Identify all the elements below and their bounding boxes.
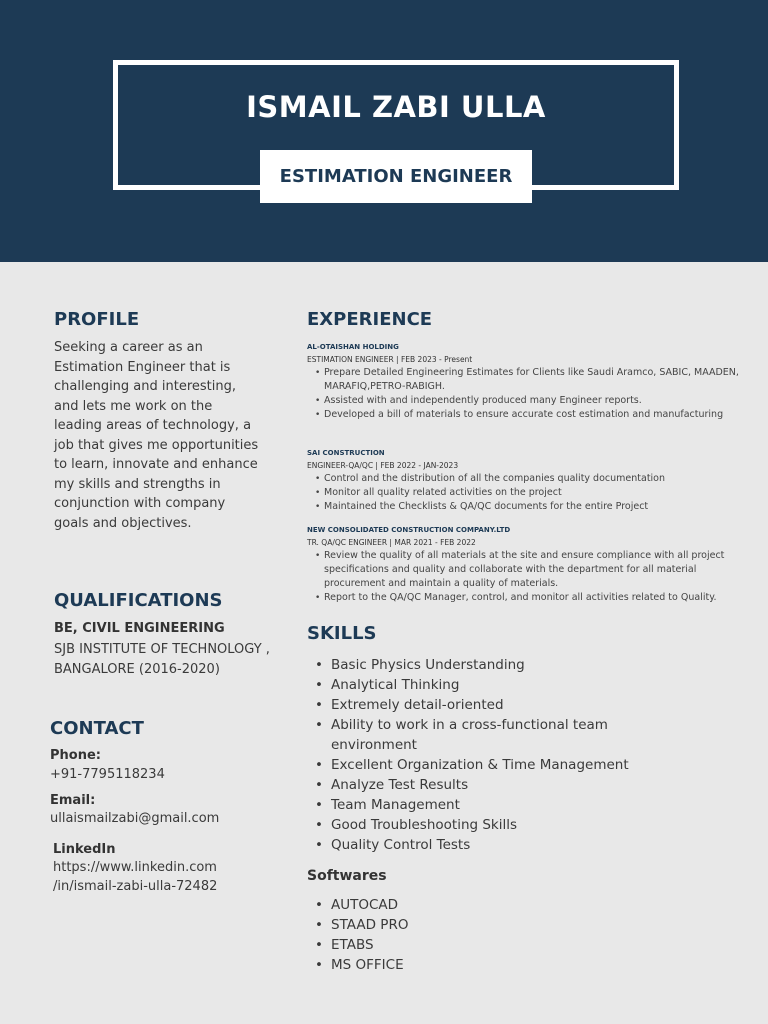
skill-item: • Analyze Test Results <box>313 775 733 795</box>
email-label: Email: <box>50 793 96 808</box>
qualification-degree: BE, CIVIL ENGINEERING <box>54 621 225 636</box>
skills-heading: SKILLS <box>307 623 377 644</box>
phone-value: +91-7795118234 <box>50 767 165 782</box>
software-item: • ETABS <box>313 935 408 955</box>
job-role-badge: ESTIMATION ENGINEER <box>260 150 532 203</box>
software-item: • STAAD PRO <box>313 915 408 935</box>
duty-list <box>315 472 747 514</box>
skill-item: • Analytical Thinking <box>313 675 733 695</box>
job-title: TR. QA/QC ENGINEER | MAR 2021 - FEB 2022 <box>307 538 476 547</box>
duty-list <box>315 366 747 422</box>
company-name: NEW CONSOLIDATED CONSTRUCTION COMPANY.LTD <box>307 526 511 534</box>
software-item: • MS OFFICE <box>313 955 408 975</box>
duty-item: • Maintained the Checklists & QA/QC documents for the entire Project <box>315 500 747 514</box>
job-title: ENGINEER-QA/QC | FEB 2022 - JAN-2023 <box>307 461 459 470</box>
softwares-list <box>313 895 408 975</box>
skill-item: • Basic Physics Understanding <box>313 655 733 675</box>
duty-item: • Report to the QA/QC Manager, control, and monitor all activities related to Quality. <box>315 591 747 605</box>
skill-item: • Team Management <box>313 795 733 815</box>
linkedin-label: LinkedIn <box>53 842 116 857</box>
duty-item: • Control and the distribution of all the companies quality documentation <box>315 472 747 486</box>
duty-item: • Review the quality of all materials at the site and ensure compliance with all project specifications and quality and collaborate with the department for all material procurement and maintain a quality of materials. <box>315 549 747 591</box>
experience-entry <box>307 525 747 605</box>
skill-item: • Quality Control Tests <box>313 835 733 855</box>
skill-item: • Good Troubleshooting Skills <box>313 815 733 835</box>
phone-label: Phone: <box>50 748 101 763</box>
experience-entry <box>307 342 747 422</box>
duty-item: • Monitor all quality related activities on the project <box>315 486 747 500</box>
job-title: ESTIMATION ENGINEER | FEB 2023 - Present <box>307 355 473 364</box>
linkedin-url-line-1[interactable]: https://www.linkedin.com <box>53 860 217 875</box>
duty-list <box>315 549 747 605</box>
skill-item: • Extremely detail-oriented <box>313 695 733 715</box>
email-value[interactable]: ullaismailzabi@gmail.com <box>50 811 220 826</box>
skill-item: • Excellent Organization & Time Management <box>313 755 733 775</box>
skills-list <box>313 655 733 855</box>
duty-item: • Prepare Detailed Engineering Estimates for Clients like Saudi Aramco, SABIC, MAADEN, MARAFIQ,PETRO-RABIGH. <box>315 366 747 394</box>
profile-text: Seeking a career as an Estimation Engineer that is challenging and interesting, and lets me work on the leading areas of technology, a job that gives me opportunities to learn, innovate and enhance my skills and strengths in conjunction with company goals and objectives. <box>54 340 259 531</box>
skill-item: • Ability to work in a cross-functional team environment <box>313 715 613 755</box>
profile-heading: PROFILE <box>54 309 140 330</box>
softwares-heading: Softwares <box>307 868 387 884</box>
company-name: AL-OTAISHAN HOLDING <box>307 343 399 351</box>
linkedin-url-line-2[interactable]: /in/ismail-zabi-ulla-72482 <box>53 879 218 894</box>
qualification-school: SJB INSTITUTE OF TECHNOLOGY , BANGALORE (2016-2020) <box>54 642 270 677</box>
experience-heading: EXPERIENCE <box>307 309 433 330</box>
duty-item: • Developed a bill of materials to ensure accurate cost estimation and manufacturing <box>315 408 747 422</box>
software-item: • AUTOCAD <box>313 895 408 915</box>
qualifications-heading: QUALIFICATIONS <box>54 590 223 611</box>
candidate-name: ISMAIL ZABI ULLA <box>246 90 546 124</box>
company-name: SAI CONSTRUCTION <box>307 449 385 457</box>
experience-entry <box>307 448 747 514</box>
duty-item: • Assisted with and independently produced many Engineer reports. <box>315 394 747 408</box>
contact-heading: CONTACT <box>50 718 144 739</box>
